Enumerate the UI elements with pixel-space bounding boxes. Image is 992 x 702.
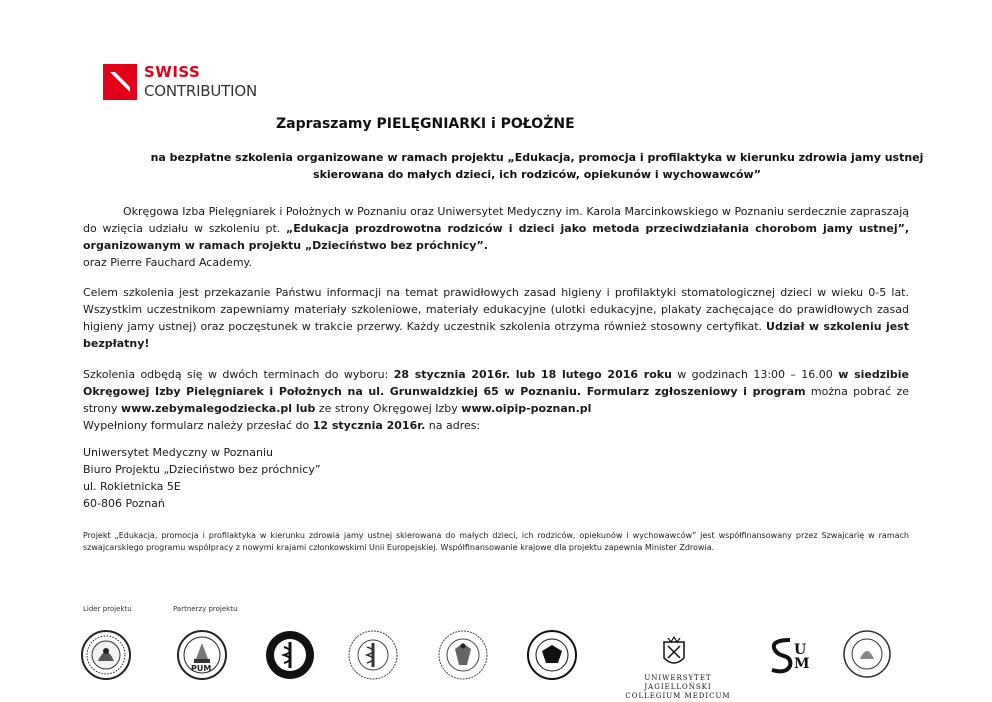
medical-university-seal-icon xyxy=(264,629,316,681)
paragraph-dates: Szkolenia odbędą się w dwóch terminach do wyboru: 28 stycznia 2016r. lub 18 lutego 2016 roku w godzinach 13:00 – 16.00 w siedzibie Okręgowej Izby Pielęgniarek i Położnych na ul. Grunwaldzkiej 65 w Poznaniu. Formularz zgłoszeniowy i program można pobrać ze strony www.zebymalegodziecka.pl lub ze strony Okręgowej Izby www.oipip-poznan.pl Wypełniony formularz należy przesłać do 12 stycznia 2016r. na adres: xyxy=(83,368,910,432)
paragraph-invitation xyxy=(83,203,909,271)
eagle-university-seal-icon xyxy=(437,629,489,681)
funding-footnote: Projekt „Edukacja, promocja i profilaktyka w kierunku zdrowia jamy ustnej skierowana do małych dzieci, ich rodziców, opiekunów i wychowawców” jest współfinansowany przez Szwajcarię w ramach szwajcarskiego programu współpracy z nowymi krajami członkowskimi Unii Europejskiej. Współfinansowanie krajowe dla projektu zapewnia Minister Zdrowia. xyxy=(83,531,909,552)
pum-text: PUM xyxy=(191,664,212,673)
swiss-logo-mark-icon xyxy=(103,64,137,100)
paragraph-invitation-academy: oraz Pierre Fauchard Academy. xyxy=(83,256,252,269)
sum-text: UM xyxy=(794,642,810,672)
mailing-address xyxy=(83,444,321,512)
pum-seal-icon xyxy=(176,629,228,681)
page-subtitle: na bezpłatne szkolenia organizowane w ramach projektu „Edukacja, promocja i profilaktyka w kierunku zdrowia jamy ustnej skierowana do małych dzieci, ich rodziców, opiekunów i wychowawców” xyxy=(150,151,924,181)
partners-label: Partnerzy projektu xyxy=(173,605,238,613)
paragraph-purpose: Celem szkolenia jest przekazanie Państwu informacji na temat prawidłowych zasad higieny i profilaktyki stomatologicznej dzieci w wieku 0-5 lat. Wszystkim uczestnikom zapewniamy materiały szkoleniowe, materiały edukacyjne (ulotki edukacyjne, plakaty zachęcające do prawidłowych zasad higieny jamy ustnej) oraz poczęstunek w trakcie przerwy. Każdy uczestnik szkolenia otrzyma również stosowny certyfikat. Udział w szkoleniu jest bezpłatny! xyxy=(83,286,909,350)
swiss-contribution-logo xyxy=(103,64,273,104)
lider-label: Lider projektu xyxy=(83,605,132,613)
pmwsz-opole-seal-icon xyxy=(842,629,892,679)
bialystok-university-seal-icon xyxy=(347,629,399,681)
logo-text-contribution: CONTRIBUTION xyxy=(144,82,257,100)
deadline-date: 12 stycznia 2016r. xyxy=(312,419,426,432)
logo-text-swiss: SWISS xyxy=(144,63,201,81)
paragraph-invitation-body: Okręgowa Izba Pielęgniarek i Położnych w Poznaniu oraz Uniwersytet Medyczny im. Karola Marcinkowskiego w Poznaniu serdecznie zapraszają do wzięcia udziału w szkoleniu pt. „Edukacja prozdrowotna rodziców i dzieci jako metoda przeciwdziałania chorobom jamy ustnej”, organizowanym w ramach projektu „Dzieciństwo bez próchnicy”. xyxy=(83,205,910,252)
address-line: ul. Rokietnicka 5E xyxy=(83,480,181,493)
uj-cm-label: UNIWERSYTET JAGIELLOŃSKI COLLEGIUM MEDICUM xyxy=(625,674,731,700)
link-oipip-poznan[interactable]: www.oipip-poznan.pl xyxy=(461,402,592,415)
free-participation-note: Udział w szkoleniu jest bezpłatny! xyxy=(83,320,909,350)
jagiellonian-crest-icon xyxy=(660,634,688,670)
address-line: Uniwersytet Medyczny w Poznaniu xyxy=(83,446,273,459)
address-line: Biuro Projektu „Dzieciństwo bez próchnicy” xyxy=(83,463,321,476)
poznan-university-seal-icon xyxy=(80,629,132,681)
page-title: Zapraszamy PIELĘGNIARKI i POŁOŻNE xyxy=(276,116,575,132)
training-dates: 28 stycznia 2016r. lub 18 lutego 2016 roku xyxy=(393,368,672,381)
lublin-university-seal-icon xyxy=(526,629,578,681)
address-line: 60-806 Poznań xyxy=(83,497,165,510)
link-zebymalegodziecka[interactable]: www.zebymalegodziecka.pl lub xyxy=(121,402,316,415)
